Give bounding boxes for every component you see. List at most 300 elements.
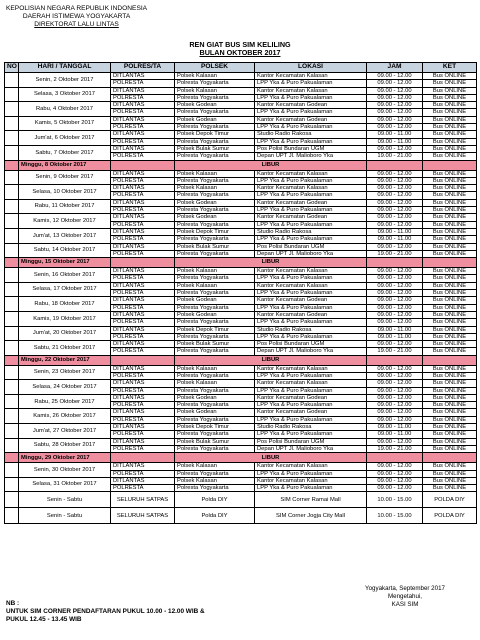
jam-cell: 09.00 - 12.00: [367, 311, 423, 318]
ket-cell: Bus ONLINE: [423, 297, 477, 304]
lokasi-cell: Kantor Kecamatan Kalasan: [255, 73, 367, 80]
polres-cell: POLRESTA: [111, 290, 175, 297]
polres-cell: POLRESTA: [111, 431, 175, 438]
polsek-cell: Polresta Yogyakarta: [175, 290, 255, 297]
polres-cell: DITLANTAS: [111, 394, 175, 401]
table-row: [5, 268, 477, 275]
polsek-cell: Polsek Bulak Sumur: [175, 438, 255, 445]
polres-cell: POLRESTA: [111, 485, 175, 492]
polres-cell: DITLANTAS: [111, 87, 175, 94]
jam-cell: 09.00 - 12.00: [367, 102, 423, 109]
lokasi-cell: LPP Yka & Puro Pakualaman: [255, 236, 367, 243]
jam-cell: 09.00 - 12.00: [367, 365, 423, 372]
lokasi-cell: Kantor Kecamatan Kalasan: [255, 185, 367, 192]
no-cell: [5, 282, 19, 297]
date-cell: Sabtu, 28 Oktober 2017: [19, 438, 111, 453]
ket-cell: [423, 258, 477, 268]
polres-cell: POLRESTA: [111, 470, 175, 477]
jam-cell: 09.00 - 12.00: [367, 485, 423, 492]
date-cell: Minggu, 22 Oktober 2017: [19, 355, 111, 365]
date-cell: Senin - Sabtu: [19, 508, 111, 524]
ket-cell: Bus ONLINE: [423, 177, 477, 184]
ket-cell: Bus ONLINE: [423, 416, 477, 423]
data-cell: SELURUH SATPAS: [111, 492, 175, 508]
ket-cell: Bus ONLINE: [423, 73, 477, 80]
jam-cell: 09.00 - 12.00: [367, 214, 423, 221]
polsek-cell: Polsek Kalasan: [175, 170, 255, 177]
ket-cell: Bus ONLINE: [423, 94, 477, 101]
no-cell: [5, 424, 19, 439]
polres-cell: POLRESTA: [111, 80, 175, 87]
lokasi-cell: Kantor Kecamatan Godean: [255, 297, 367, 304]
lokasi-cell: LPP Yka & Puro Pakualaman: [255, 192, 367, 199]
ket-cell: Bus ONLINE: [423, 199, 477, 206]
ket-cell: Bus ONLINE: [423, 131, 477, 138]
polsek-cell: Polsek Kalasan: [175, 463, 255, 470]
lokasi-cell: Depan UPT Jl. Malioboro Yka: [255, 250, 367, 257]
polsek-cell: Polsek Kalasan: [175, 87, 255, 94]
ket-cell: Bus ONLINE: [423, 124, 477, 131]
lokasi-cell: LPP Yka & Puro Pakualaman: [255, 470, 367, 477]
jam-cell: [367, 160, 423, 170]
lokasi-cell: Depan UPT Jl. Malioboro Yka: [255, 153, 367, 160]
table-row: [5, 424, 477, 431]
jam-cell: 19.00 - 21.00: [367, 348, 423, 355]
table-row: [5, 102, 477, 109]
footnote-line1: UNTUK SIM CORNER PENDAFTARAN PUKUL 10.00 - 12.00 WIB &: [6, 608, 205, 616]
date-cell: Selasa, 24 Oktober 2017: [19, 380, 111, 395]
lokasi-cell: LPP Yka & Puro Pakualaman: [255, 221, 367, 228]
sim-corner-row: [5, 492, 477, 508]
ket-cell: Bus ONLINE: [423, 87, 477, 94]
ket-cell: Bus ONLINE: [423, 333, 477, 340]
ket-cell: Bus ONLINE: [423, 268, 477, 275]
jam-cell: 09.00 - 12.00: [367, 282, 423, 289]
lokasi-cell: LPP Yka & Puro Pakualaman: [255, 177, 367, 184]
jam-cell: 09.00 - 12.00: [367, 341, 423, 348]
polres-cell: POLRESTA: [111, 416, 175, 423]
ket-cell: Bus ONLINE: [423, 477, 477, 484]
lokasi-cell: Pos Polisi Bundaran UGM: [255, 243, 367, 250]
letterhead-line1: KEPOLISIAN NEGARA REPUBLIK INDONESIA: [6, 5, 148, 12]
lokasi-cell: Studio Radio Rakosa: [255, 326, 367, 333]
table-row: [5, 297, 477, 304]
ket-cell: Bus ONLINE: [423, 109, 477, 116]
polsek-cell: Polsek Bulak Sumur: [175, 341, 255, 348]
ket-cell: Bus ONLINE: [423, 431, 477, 438]
jam-cell: 09.00 - 12.00: [367, 297, 423, 304]
lokasi-cell: LPP Yka & Puro Pakualaman: [255, 416, 367, 423]
letterhead-line2: DAERAH ISTIMEWA YOGYAKARTA: [22, 13, 131, 20]
lokasi-cell: LPP Yka & Puro Pakualaman: [255, 275, 367, 282]
data-cell: POLDA DIY: [423, 508, 477, 524]
no-cell: [5, 355, 19, 365]
no-cell: [5, 453, 19, 463]
ket-cell: Bus ONLINE: [423, 463, 477, 470]
no-cell: [5, 160, 19, 170]
jam-cell: 09.00 - 12.00: [367, 290, 423, 297]
polsek-cell: Polsek Kalasan: [175, 268, 255, 275]
polsek-cell: Polresta Yogyakarta: [175, 387, 255, 394]
polres-cell: POLRESTA: [111, 177, 175, 184]
ket-cell: Bus ONLINE: [423, 438, 477, 445]
footnote: [6, 600, 205, 625]
lokasi-cell: LPP Yka & Puro Pakualaman: [255, 290, 367, 297]
no-cell: [5, 116, 19, 131]
table-row: [5, 341, 477, 348]
ket-cell: Bus ONLINE: [423, 207, 477, 214]
jam-cell: 09.00 - 12.00: [367, 177, 423, 184]
table-row: [5, 170, 477, 177]
lokasi-cell: LPP Yka & Puro Pakualaman: [255, 387, 367, 394]
jam-cell: 09.00 - 12.00: [367, 409, 423, 416]
date-cell: Senin, 16 Oktober 2017: [19, 268, 111, 283]
data-cell: 10.00 - 15.00: [367, 508, 423, 524]
holiday-row: [5, 453, 477, 463]
polres-cell: DITLANTAS: [111, 477, 175, 484]
lokasi-cell: Pos Polisi Bundaran UGM: [255, 145, 367, 152]
table-row: [5, 326, 477, 333]
polres-cell: DITLANTAS: [111, 268, 175, 275]
polsek-cell: Polresta Yogyakarta: [175, 207, 255, 214]
table-row: [5, 243, 477, 250]
sim-corner-row: [5, 508, 477, 524]
lokasi-cell: LPP Yka & Puro Pakualaman: [255, 304, 367, 311]
lokasi-cell: Kantor Kecamatan Kalasan: [255, 365, 367, 372]
jam-cell: 09.00 - 12.00: [367, 207, 423, 214]
polres-cell: DITLANTAS: [111, 102, 175, 109]
date-cell: Jum'at, 13 Oktober 2017: [19, 228, 111, 243]
polsek-cell: Polsek Kalasan: [175, 185, 255, 192]
lokasi-cell: LPP Yka & Puro Pakualaman: [255, 207, 367, 214]
jam-cell: 09.00 - 12.00: [367, 416, 423, 423]
polres-cell: DITLANTAS: [111, 199, 175, 206]
table-row: [5, 282, 477, 289]
date-cell: Minggu, 15 Oktober 2017: [19, 258, 111, 268]
letterhead: [6, 5, 147, 29]
table-row: [5, 409, 477, 416]
lokasi-cell: LPP Yka & Puro Pakualaman: [255, 319, 367, 326]
polsek-cell: Polresta Yogyakarta: [175, 470, 255, 477]
jam-cell: [367, 258, 423, 268]
lokasi-cell: Kantor Kecamatan Godean: [255, 409, 367, 416]
date-cell: Kamis, 12 Oktober 2017: [19, 214, 111, 229]
jam-cell: 09.00 - 12.00: [367, 470, 423, 477]
lokasi-cell: Kantor Kecamatan Kalasan: [255, 268, 367, 275]
no-cell: [5, 268, 19, 283]
polres-cell: POLRESTA: [111, 445, 175, 452]
polsek-cell: Polresta Yogyakarta: [175, 304, 255, 311]
ket-cell: Bus ONLINE: [423, 326, 477, 333]
polres-cell: DITLANTAS: [111, 409, 175, 416]
lokasi-cell: Kantor Kecamatan Kalasan: [255, 282, 367, 289]
date-cell: Minggu, 29 Oktober 2017: [19, 453, 111, 463]
lokasi-cell: LPP Yka & Puro Pakualaman: [255, 402, 367, 409]
ket-cell: Bus ONLINE: [423, 221, 477, 228]
holiday-label: LIBUR: [175, 258, 367, 268]
no-cell: [5, 170, 19, 185]
polsek-cell: Polsek Godean: [175, 297, 255, 304]
polres-cell: POLRESTA: [111, 221, 175, 228]
lokasi-cell: Kantor Kecamatan Kalasan: [255, 463, 367, 470]
ket-cell: Bus ONLINE: [423, 145, 477, 152]
date-cell: Rabu, 4 Oktober 2017: [19, 102, 111, 117]
ket-cell: Bus ONLINE: [423, 424, 477, 431]
polres-cell: DITLANTAS: [111, 116, 175, 123]
ket-cell: Bus ONLINE: [423, 275, 477, 282]
table-row: [5, 365, 477, 372]
lokasi-cell: LPP Yka & Puro Pakualaman: [255, 94, 367, 101]
polsek-cell: Polresta Yogyakarta: [175, 319, 255, 326]
date-cell: Senin, 2 Oktober 2017: [19, 73, 111, 88]
polsek-cell: Polresta Yogyakarta: [175, 372, 255, 379]
jam-cell: 09.00 - 12.00: [367, 87, 423, 94]
document-subtitle: BULAN OKTOBER 2017: [199, 48, 281, 57]
polsek-cell: Polsek Depok Timur: [175, 228, 255, 235]
document-title: REN GIAT BUS SIM KELILING: [189, 40, 291, 49]
jam-cell: 09.00 - 11.00: [367, 138, 423, 145]
polres-cell: [111, 258, 175, 268]
polres-cell: DITLANTAS: [111, 131, 175, 138]
no-cell: [5, 409, 19, 424]
column-header: POLRES/TA: [111, 63, 175, 73]
polres-cell: POLRESTA: [111, 124, 175, 131]
polres-cell: DITLANTAS: [111, 170, 175, 177]
ket-cell: Bus ONLINE: [423, 290, 477, 297]
lokasi-cell: Studio Radio Rakosa: [255, 131, 367, 138]
jam-cell: 09.00 - 12.00: [367, 73, 423, 80]
polres-cell: POLRESTA: [111, 207, 175, 214]
ket-cell: Bus ONLINE: [423, 402, 477, 409]
data-cell: 10.00 - 15.00: [367, 492, 423, 508]
ket-cell: [423, 355, 477, 365]
date-cell: Selasa, 10 Oktober 2017: [19, 185, 111, 200]
polres-cell: [111, 160, 175, 170]
polsek-cell: Polresta Yogyakarta: [175, 153, 255, 160]
polres-cell: DITLANTAS: [111, 424, 175, 431]
polres-cell: DITLANTAS: [111, 463, 175, 470]
holiday-label: LIBUR: [175, 453, 367, 463]
date-cell: Sabtu, 7 Oktober 2017: [19, 145, 111, 160]
jam-cell: [367, 453, 423, 463]
jam-cell: 09.00 - 11.00: [367, 228, 423, 235]
signature-place-date: Yogyakarta, September 2017: [365, 585, 445, 592]
lokasi-cell: LPP Yka & Puro Pakualaman: [255, 333, 367, 340]
polres-cell: DITLANTAS: [111, 282, 175, 289]
jam-cell: 19.00 - 21.00: [367, 445, 423, 452]
polres-cell: POLRESTA: [111, 348, 175, 355]
jam-cell: 19.00 - 21.00: [367, 153, 423, 160]
polres-cell: DITLANTAS: [111, 311, 175, 318]
date-cell: Sabtu, 21 Oktober 2017: [19, 341, 111, 356]
polsek-cell: Polresta Yogyakarta: [175, 221, 255, 228]
ket-cell: Bus ONLINE: [423, 409, 477, 416]
jam-cell: 09.00 - 11.00: [367, 333, 423, 340]
lokasi-cell: Kantor Kecamatan Kalasan: [255, 87, 367, 94]
date-cell: Kamis, 5 Oktober 2017: [19, 116, 111, 131]
ket-cell: Bus ONLINE: [423, 372, 477, 379]
date-cell: Jum'at, 6 Oktober 2017: [19, 131, 111, 146]
lokasi-cell: LPP Yka & Puro Pakualaman: [255, 109, 367, 116]
ket-cell: Bus ONLINE: [423, 236, 477, 243]
lokasi-cell: Kantor Kecamatan Godean: [255, 214, 367, 221]
jam-cell: 09.00 - 11.00: [367, 131, 423, 138]
polres-cell: POLRESTA: [111, 250, 175, 257]
ket-cell: Bus ONLINE: [423, 80, 477, 87]
polsek-cell: Polresta Yogyakarta: [175, 348, 255, 355]
jam-cell: 09.00 - 12.00: [367, 380, 423, 387]
holiday-row: [5, 355, 477, 365]
polres-cell: POLRESTA: [111, 236, 175, 243]
polsek-cell: Polsek Kalasan: [175, 477, 255, 484]
date-cell: Selasa, 3 Oktober 2017: [19, 87, 111, 102]
schedule-table: [4, 62, 477, 524]
no-cell: [5, 297, 19, 312]
polres-cell: DITLANTAS: [111, 341, 175, 348]
polres-cell: DITLANTAS: [111, 145, 175, 152]
no-cell: [5, 508, 19, 524]
jam-cell: 09.00 - 12.00: [367, 372, 423, 379]
no-cell: [5, 145, 19, 160]
ket-cell: Bus ONLINE: [423, 387, 477, 394]
polsek-cell: Polsek Godean: [175, 199, 255, 206]
ket-cell: Bus ONLINE: [423, 319, 477, 326]
table-row: [5, 228, 477, 235]
polsek-cell: Polresta Yogyakarta: [175, 138, 255, 145]
ket-cell: Bus ONLINE: [423, 394, 477, 401]
table-body: [5, 73, 477, 524]
ket-cell: Bus ONLINE: [423, 138, 477, 145]
table-row: [5, 73, 477, 80]
column-header: JAM: [367, 63, 423, 73]
column-header: NO: [5, 63, 19, 73]
jam-cell: 09.00 - 12.00: [367, 116, 423, 123]
polres-cell: [111, 453, 175, 463]
lokasi-cell: Kantor Kecamatan Kalasan: [255, 170, 367, 177]
polsek-cell: Polsek Godean: [175, 116, 255, 123]
lokasi-cell: LPP Yka & Puro Pakualaman: [255, 372, 367, 379]
table-row: [5, 477, 477, 484]
polsek-cell: Polsek Bulak Sumur: [175, 243, 255, 250]
jam-cell: 09.00 - 12.00: [367, 109, 423, 116]
polsek-cell: Polresta Yogyakarta: [175, 431, 255, 438]
no-cell: [5, 380, 19, 395]
polres-cell: DITLANTAS: [111, 228, 175, 235]
no-cell: [5, 102, 19, 117]
polsek-cell: Polsek Bulak Sumur: [175, 145, 255, 152]
polsek-cell: Polsek Godean: [175, 409, 255, 416]
table-row: [5, 145, 477, 152]
polsek-cell: Polsek Godean: [175, 214, 255, 221]
column-header: LOKASI: [255, 63, 367, 73]
lokasi-cell: Kantor Kecamatan Kalasan: [255, 477, 367, 484]
polres-cell: POLRESTA: [111, 138, 175, 145]
no-cell: [5, 492, 19, 508]
date-cell: Senin, 23 Oktober 2017: [19, 365, 111, 380]
ket-cell: Bus ONLINE: [423, 228, 477, 235]
ket-cell: [423, 453, 477, 463]
ket-cell: Bus ONLINE: [423, 185, 477, 192]
ket-cell: Bus ONLINE: [423, 304, 477, 311]
no-cell: [5, 199, 19, 214]
lokasi-cell: LPP Yka & Puro Pakualaman: [255, 485, 367, 492]
ket-cell: Bus ONLINE: [423, 341, 477, 348]
ket-cell: Bus ONLINE: [423, 214, 477, 221]
no-cell: [5, 326, 19, 341]
polsek-cell: Polresta Yogyakarta: [175, 94, 255, 101]
lokasi-cell: Kantor Kecamatan Godean: [255, 116, 367, 123]
table-row: [5, 131, 477, 138]
table-row: [5, 199, 477, 206]
jam-cell: 09.00 - 12.00: [367, 387, 423, 394]
polres-cell: DITLANTAS: [111, 185, 175, 192]
ket-cell: Bus ONLINE: [423, 153, 477, 160]
no-cell: [5, 394, 19, 409]
ket-cell: Bus ONLINE: [423, 250, 477, 257]
ket-cell: Bus ONLINE: [423, 243, 477, 250]
no-cell: [5, 341, 19, 356]
jam-cell: 09.00 - 12.00: [367, 463, 423, 470]
polsek-cell: Polsek Depok Timur: [175, 326, 255, 333]
polres-cell: [111, 355, 175, 365]
date-cell: Jum'at, 20 Oktober 2017: [19, 326, 111, 341]
data-cell: Polda DIY: [175, 508, 255, 524]
table-row: [5, 87, 477, 94]
polsek-cell: Polresta Yogyakarta: [175, 416, 255, 423]
ket-cell: Bus ONLINE: [423, 365, 477, 372]
polsek-cell: Polsek Kalasan: [175, 282, 255, 289]
jam-cell: 09.00 - 12.00: [367, 402, 423, 409]
table-row: [5, 394, 477, 401]
no-cell: [5, 477, 19, 492]
ket-cell: Bus ONLINE: [423, 192, 477, 199]
date-cell: Selasa, 31 Oktober 2017: [19, 477, 111, 492]
jam-cell: 09.00 - 12.00: [367, 170, 423, 177]
lokasi-cell: Kantor Kecamatan Godean: [255, 394, 367, 401]
polsek-cell: Polsek Kalasan: [175, 365, 255, 372]
polsek-cell: Polsek Godean: [175, 102, 255, 109]
lokasi-cell: Pos Polisi Bundaran UGM: [255, 341, 367, 348]
polsek-cell: Polresta Yogyakarta: [175, 124, 255, 131]
polres-cell: DITLANTAS: [111, 243, 175, 250]
jam-cell: 09.00 - 12.00: [367, 124, 423, 131]
lokasi-cell: LPP Yka & Puro Pakualaman: [255, 431, 367, 438]
data-cell: SELURUH SATPAS: [111, 508, 175, 524]
lokasi-cell: LPP Yka & Puro Pakualaman: [255, 80, 367, 87]
ket-cell: Bus ONLINE: [423, 282, 477, 289]
lokasi-cell: Kantor Kecamatan Godean: [255, 102, 367, 109]
jam-cell: 09.00 - 12.00: [367, 185, 423, 192]
signature-line2: Mengetahui,: [387, 593, 423, 600]
no-cell: [5, 185, 19, 200]
jam-cell: [367, 355, 423, 365]
column-header: HARI / TANGGAL: [19, 63, 111, 73]
polsek-cell: Polresta Yogyakarta: [175, 275, 255, 282]
polsek-cell: Polsek Godean: [175, 311, 255, 318]
lokasi-cell: Kantor Kecamatan Godean: [255, 199, 367, 206]
polres-cell: DITLANTAS: [111, 297, 175, 304]
holiday-row: [5, 160, 477, 170]
ket-cell: Bus ONLINE: [423, 311, 477, 318]
ket-cell: Bus ONLINE: [423, 380, 477, 387]
data-cell: Polda DIY: [175, 492, 255, 508]
jam-cell: 09.00 - 12.00: [367, 477, 423, 484]
table-row: [5, 116, 477, 123]
no-cell: [5, 365, 19, 380]
polsek-cell: Polresta Yogyakarta: [175, 177, 255, 184]
letterhead-line3: DIREKTORAT LALU LINTAS: [34, 21, 119, 28]
date-cell: Minggu, 8 Oktober 2017: [19, 160, 111, 170]
